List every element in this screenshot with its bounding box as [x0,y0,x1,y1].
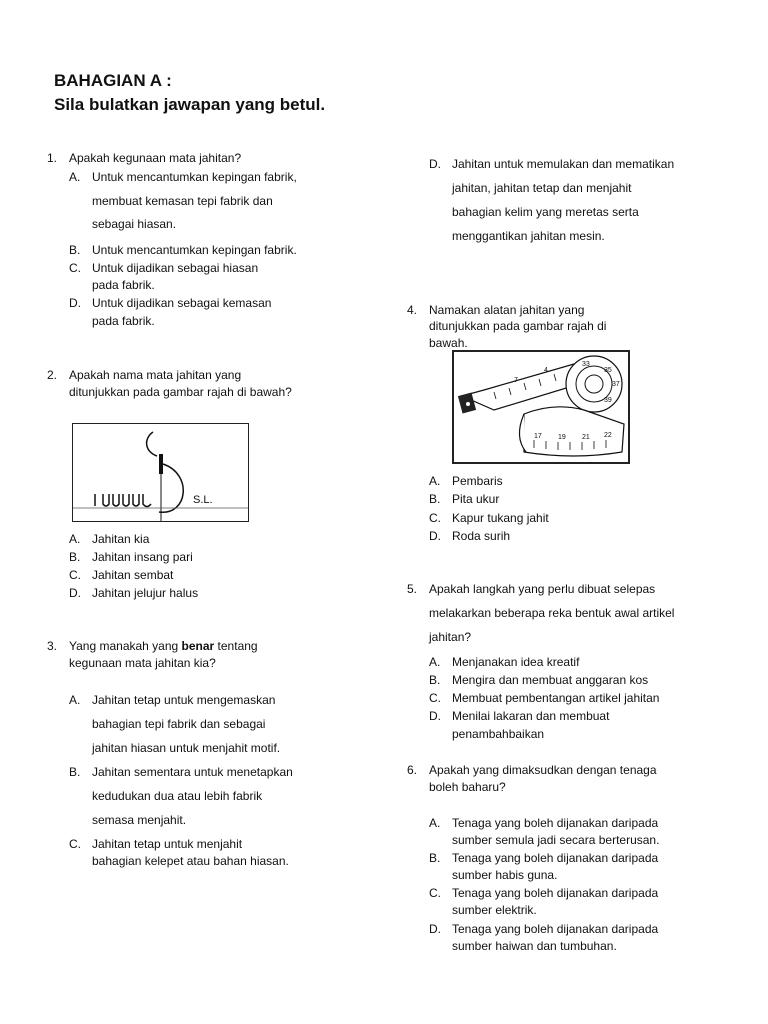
stitch-figure [72,423,249,522]
option-text: Kapur tukang jahit [452,511,549,525]
svg-text:7: 7 [514,377,518,384]
option-letter[interactable]: C. [69,568,81,582]
option-letter[interactable]: C. [69,261,81,275]
option-text: semasa menjahit. [92,813,187,827]
question-text: Namakan alatan jahitan yang [429,303,585,317]
option-text: Pita ukur [452,492,500,506]
question-text: Apakah kegunaan mata jahitan? [69,151,242,165]
question-text: Apakah nama mata jahitan yang [69,368,242,382]
option-text: sumber habis guna. [452,868,558,882]
option-text: menggantikan jahitan mesin. [452,229,605,243]
option-text: Jahitan untuk memulakan dan mematikan [452,157,675,171]
option-letter[interactable]: A. [429,655,441,669]
option-text: bahagian kelim yang meretas serta [452,205,639,219]
svg-text:33: 33 [582,361,590,368]
option-text: bahagian tepi fabrik dan sebagai [92,717,266,731]
option-text: Jahitan sementara untuk menetapkan [92,765,293,779]
option-text: Roda surih [452,529,511,543]
option-text: Tenaga yang boleh dijanakan daripada [452,851,659,865]
option-letter[interactable]: D. [429,529,441,543]
option-letter[interactable]: B. [69,550,81,564]
option-letter[interactable]: C. [429,886,441,900]
question-text: jahitan? [429,630,472,644]
option-text: Jahitan jelujur halus [92,586,199,600]
option-letter[interactable]: A. [429,816,441,830]
option-text: sumber haiwan dan tumbuhan. [452,939,617,953]
svg-text:22: 22 [604,432,612,439]
svg-text:35: 35 [604,367,612,374]
question-text: kegunaan mata jahitan kia? [69,656,216,670]
option-text: pada fabrik. [92,278,155,292]
section-instruction: Sila bulatkan jawapan yang betul. [54,95,326,114]
option-text: sebagai hiasan. [92,217,177,231]
option-text: Jahitan tetap untuk mengemaskan [92,693,276,707]
stitch-loops [95,494,151,507]
option-letter[interactable]: D. [429,157,441,171]
question-number: 5. [407,582,418,596]
option-letter[interactable]: B. [429,492,441,506]
option-text: sumber elektrik. [452,903,537,917]
section-title: BAHAGIAN A : [54,71,172,90]
needle-icon [159,454,163,474]
option-letter[interactable]: C. [69,837,81,851]
option-letter[interactable]: D. [429,709,441,723]
option-text: Tenaga yang boleh dijanakan daripada [452,816,659,830]
option-text: Tenaga yang boleh dijanakan daripada [452,922,659,936]
question-number: 4. [407,303,418,317]
option-text: Jahitan tetap untuk menjahit [92,837,243,851]
option-letter[interactable]: A. [429,474,441,488]
option-text: Mengira dan membuat anggaran kos [452,673,649,687]
option-letter[interactable]: D. [429,922,441,936]
option-letter[interactable]: A. [69,693,81,707]
question-number: 2. [47,368,58,382]
svg-text:17: 17 [534,433,542,440]
svg-text:21: 21 [582,434,590,441]
tape-measure-figure [452,350,630,464]
question-number: 3. [47,639,58,653]
option-letter[interactable]: A. [69,532,81,546]
option-letter[interactable]: C. [429,511,441,525]
question-text: bawah. [429,336,468,350]
option-letter[interactable]: B. [429,851,441,865]
question-text: Yang manakah yang benar tentang [69,639,258,653]
svg-text:37: 37 [612,381,620,388]
question-text: ditunjukkan pada gambar rajah di bawah? [69,385,292,399]
question-text: Apakah yang dimaksudkan dengan tenaga [429,763,657,777]
question-text: melakarkan beberapa reka bentuk awal artikel [429,606,675,620]
tape-measure-icon [454,352,628,462]
option-text: Pembaris [452,474,503,488]
question-text: boleh baharu? [429,780,506,794]
svg-text:4: 4 [544,367,548,374]
question-number: 1. [47,151,58,165]
option-letter[interactable]: D. [69,296,81,310]
option-text: membuat kemasan tepi fabrik dan [92,194,273,208]
option-text: jahitan hiasan untuk menjahit motif. [92,741,281,755]
option-text: penambahbaikan [452,727,545,741]
question-text: ditunjukkan pada gambar rajah di [429,319,607,333]
figure-label: S.L. [193,494,213,506]
option-text: Tenaga yang boleh dijanakan daripada [452,886,659,900]
option-letter[interactable]: B. [429,673,441,687]
option-text: pada fabrik. [92,314,155,328]
option-text: Jahitan sembat [92,568,174,582]
option-text: Untuk mencantumkan kepingan fabrik. [92,243,297,257]
option-letter[interactable]: B. [69,243,81,257]
question-number: 6. [407,763,418,777]
stitch-illustration [73,424,248,521]
question-text: Apakah langkah yang perlu dibuat selepas [429,582,656,596]
option-letter[interactable]: A. [69,170,81,184]
option-text: kedudukan dua atau lebih fabrik [92,789,263,803]
option-text: Menilai lakaran dan membuat [452,709,610,723]
option-letter[interactable]: C. [429,691,441,705]
option-text: bahagian kelepet atau bahan hiasan. [92,854,289,868]
option-text: Membuat pembentangan artikel jahitan [452,691,660,705]
option-text: Jahitan insang pari [92,550,193,564]
option-text: sumber semula jadi secara berterusan. [452,833,660,847]
option-text: Jahitan kia [92,532,150,546]
option-letter[interactable]: B. [69,765,81,779]
svg-text:39: 39 [604,397,612,404]
option-text: Untuk mencantumkan kepingan fabrik, [92,170,297,184]
option-text: jahitan, jahitan tetap dan menjahit [452,181,632,195]
svg-text:19: 19 [558,434,566,441]
option-text: Untuk dijadikan sebagai hiasan [92,261,259,275]
option-text: Menjanakan idea kreatif [452,655,580,669]
option-letter[interactable]: D. [69,586,81,600]
option-text: Untuk dijadikan sebagai kemasan [92,296,272,310]
